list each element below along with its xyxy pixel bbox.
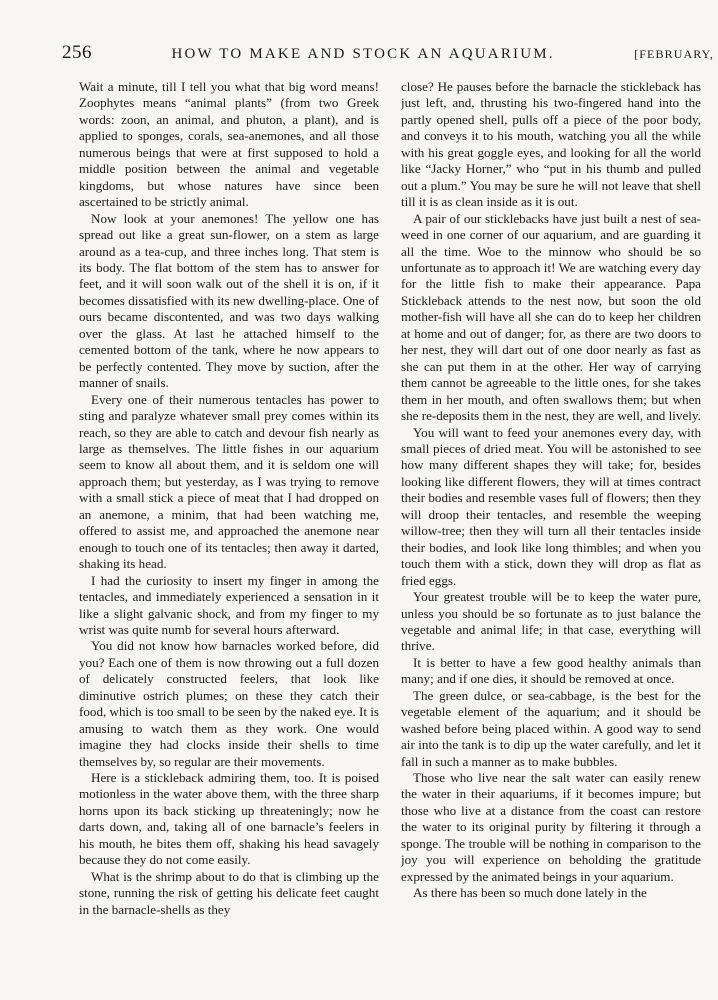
paragraph: Those who live near the salt water can easily renew the water in their aquariums, if it becomes impure; but those who live at a distance from the coast can restore the water to its original purity by filtering it through a sponge. The trouble will be nothing in comparison to the joy you will experience on beholding the gratitude expressed by the animated beings in your aquarium. <box>401 770 701 884</box>
paragraph: It is better to have a few good healthy animals than many; and if one dies, it should be removed at once. <box>401 654 701 687</box>
paragraph: close? He pauses before the barnacle the stickleback has just left, and, thrusting his two-fingered hand into the partly opened shell, pulls off a piece of the poor body, and conveys it to his mouth, watching you all the while with his great goggle eyes, and looking for all the world like “Jacky Horner,” who “put in his thumb and pulled out a plum.” You may be sure he will not leave that shell till it is as clean inside as it is out. <box>401 79 701 210</box>
issue-month: [FEBRUARY, <box>634 47 714 61</box>
paragraph: What is the shrimp about to do that is climbing up the stone, running the risk of getting his delicate feet caught in the barnacle-shells as they <box>79 868 379 917</box>
left-column <box>79 79 379 994</box>
paragraph: Every one of their numerous tentacles has power to sting and paralyze whatever small prey comes within its reach, so they are able to catch and devour fish nearly as large as themselves. The little fishes in our aquarium seem to know all about them, and it is seldom one will approach them; but yesterday, as I was trying to remove with a small stick a piece of meat that I had dropped on an anemone, a minim, that had been watching me, offered to assist me, and approached the anemone near enough to touch one of its tentacles; then away it darted, shaking its head. <box>79 391 379 572</box>
paragraph: As there has been so much done lately in the <box>413 885 647 901</box>
paragraph: Now look at your anemones! The yellow one has spread out like a great sun-flower, on a stem as large around as a tea-cup, and three inches long. That stem is its body. The flat bottom of the stem has to answer for feet, and it will soon walk out of the shell it is on, if it becomes dissatisfied with its new dwelling-place. One of ours became discontented, and was two days walking over the glass. At last he attached himself to the cemented bottom of the tank, where he now appears to be perfectly contented. They move by suction, after the manner of snails. <box>79 210 379 391</box>
article-body <box>79 79 701 994</box>
right-column <box>401 79 701 994</box>
page-number: 256 <box>62 42 92 63</box>
paragraph: The green dulce, or sea-cabbage, is the best for the vegetable element of the aquarium; and it should be washed before being placed within. A good way to send air into the tank is to dip up the water carefully, and let it fall in such a manner as to make bubbles. <box>401 687 701 769</box>
paragraph: You will want to feed your anemones every day, with small pieces of dried meat. You will be astonished to see how many different shapes they will take; for, besides looking like different flowers, they will at times contract their bodies and resemble vases full of flowers; then they will droop their tentacles, and resemble the weeping willow-tree; then they will turn all their tentacles inside their bodies, and look like long thimbles; and when you touch them with a stick, down they will drop as flat as fried eggs. <box>401 424 701 588</box>
paragraph: I had the curiosity to insert my finger in among the tentacles, and immediately experienced a sensation in it like a slight galvanic shock, and from my finger to my wrist was quite numb for several hours afterward. <box>79 572 379 637</box>
page-header <box>62 42 714 66</box>
paragraph: Wait a minute, till I tell you what that big word means! Zoophytes means “animal plants” (from two Greek words: zoon, an animal, and phuton, a plant), and is applied to sponges, corals, sea-anemones, and all those numerous beings that were at first supposed to hold a middle position between the animal and vegetable kingdoms, but whose natures have since been ascertained to be strictly animal. <box>79 79 379 210</box>
paragraph: Your greatest trouble will be to keep the water pure, unless you should be so fortunate as to just balance the vegetable and animal life; in that case, everything will thrive. <box>401 589 701 654</box>
paragraph: A pair of our sticklebacks have just built a nest of sea-weed in one corner of our aquarium, and are guarding it all the time. Woe to the minnow who should be so unfortunate as to approach it! We are watching every day for the little fish to make their appearance. Papa Stickleback attends to the nest now, but soon the old mother-fish will have all she can do to keep her children at home and out of danger; for, as there are two doors to her nest, they will dart out of one door nearly as fast as she can put them in at the other. Her way of carrying them cannot be agreeable to the little ones, for she takes them in her mouth, and often swallows them; but when she re-deposits them in the nest, they are well, and lively. <box>401 210 701 424</box>
paragraph: Here is a stickleback admiring them, too. It is poised motionless in the water above them, with the three sharp horns upon its back sticking up threateningly; now he darts down, and, taking all of one barnacle’s feelers in his mouth, he bites them off, shaking his head savagely because they do not come easily. <box>79 770 379 868</box>
running-title: HOW TO MAKE AND STOCK AN AQUARIUM. <box>171 46 555 62</box>
paragraph: You did not know how barnacles worked before, did you? Each one of them is now throwing out a full dozen of delicately constructed feelers, that look like diminutive ostrich plumes; on these they catch their food, which is too small to be seen by the naked eye. It is amusing to watch them as they work. One would imagine they had clocks inside their shells to time themselves by, so regular are their movements. <box>79 638 379 769</box>
